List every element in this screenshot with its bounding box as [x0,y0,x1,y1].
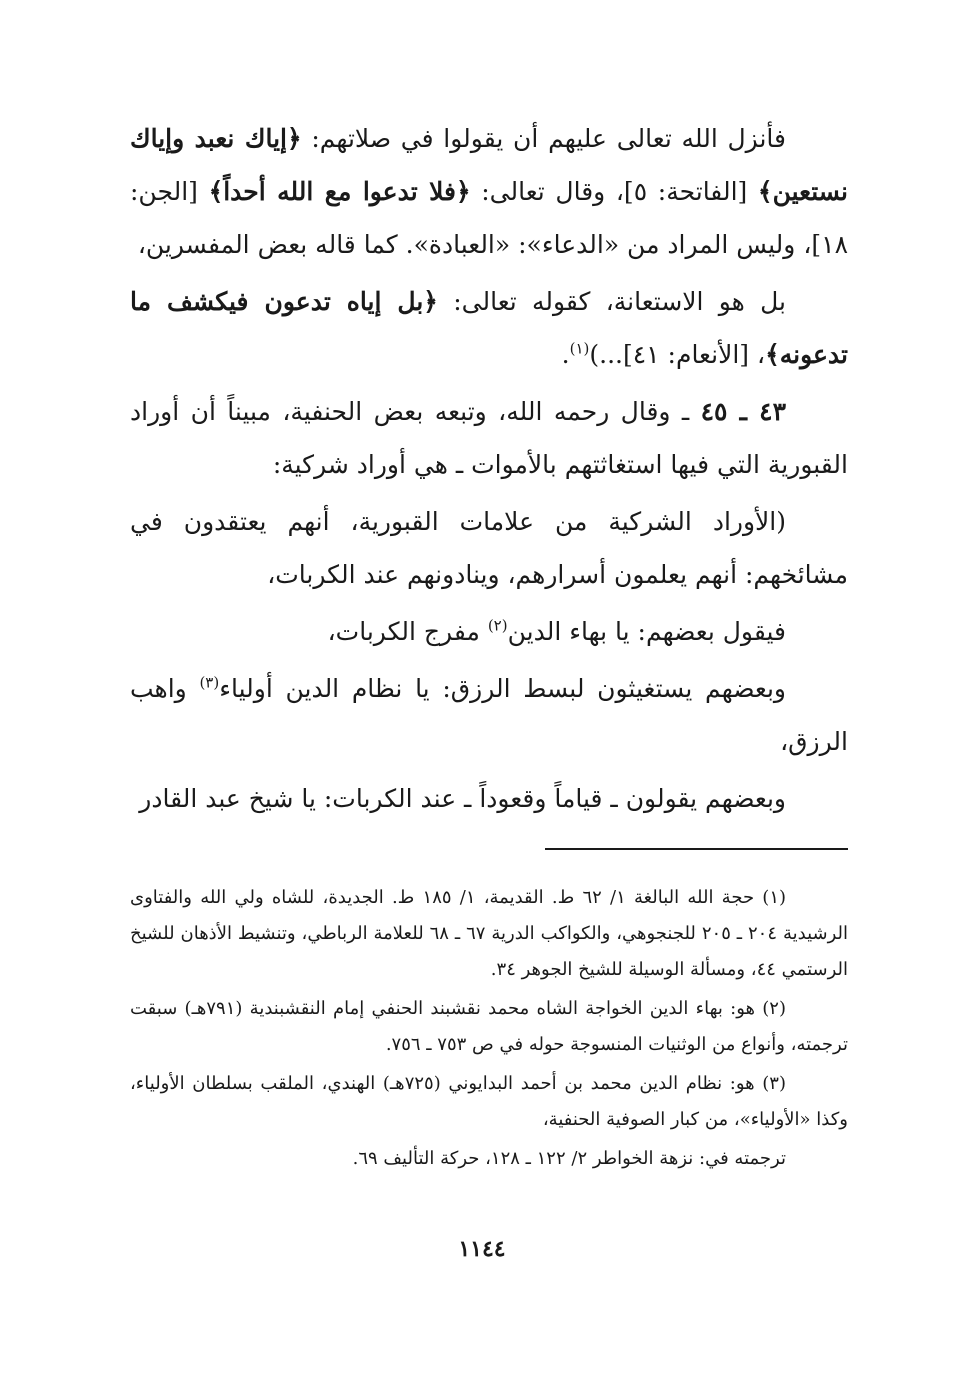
text-run: [الفاتحة: ٥]، وقال تعالى: [470,177,758,206]
text-run: وبعضهم يستغيثون لبسط الرزق: يا نظام الدين أولياء [219,674,786,703]
footnote-3: (٣) هو: نظام الدين محمد بن أحمد البدايوني (٧٢٥هـ) الهندي، الملقب بسلطان الأولياء، وكذا «الأولياء»، من كبار الصوفية الحنفية، [130,1073,848,1130]
text-run: . [561,340,570,369]
main-text [130,112,848,825]
footnote-ref-1[interactable]: (١) [569,339,590,358]
paragraph-7: وبعضهم يقولون ـ قياماً وقعوداً ـ عند الكربات: يا شيخ عبد القادر [139,784,786,813]
footnotes [130,880,848,1177]
footnote-separator [545,848,848,850]
text-run: [الجن: ١٨]، وليس المراد من «الدعاء»: «العبادة». كما قاله بعض المفسرين، [130,177,848,259]
text-run: ، [الأنعام: ٤١]...) [589,340,766,369]
paragraph-5 [130,605,848,658]
paragraph-3 [130,385,848,491]
page-number: ١١٤٤ [458,1236,506,1262]
paragraph-1 [130,112,848,271]
quran-quote: ﴿إياك نعبد وإياك نستعين﴾ [130,124,849,206]
text-run: بل هو الاستعانة، كقوله تعالى: [437,287,786,316]
text-run: مفرج الكربات، [327,617,488,646]
section-number: ٤٣ ـ ٤٥ [700,397,786,426]
footnote-2: (٢) هو: بهاء الدين الخواجة الشاه محمد نقشبند الحنفي إمام النقشبندية (٧٩١هـ) سبقت ترجمته، وأنواع من الوثنيات المنسوجة حوله في ص ٧٥٣ ـ ٧٥٦. [130,998,848,1055]
quran-quote: ﴿فلا تدعوا مع الله أحداً﴾ [208,177,471,206]
text-run: ـ وقال رحمه الله، وتبعه بعض الحنفية، مبيناً أن أوراد القبورية التي فيها استغاثتهم بالأموات ـ هي أوراد شركية: [130,397,848,479]
paragraph-6 [130,662,848,768]
footnote-ref-2[interactable]: (٢) [487,616,508,635]
text-run: فيقول بعضهم: يا بهاء الدين [507,617,786,646]
text-run: فأنزل الله تعالى عليهم أن يقولوا في صلاتهم: [301,124,786,153]
footnote-ref-3[interactable]: (٣) [199,673,220,692]
paragraph-4: (الأوراد الشركية من علامات القبورية، أنهم يعتقدون في مشائخهم: أنهم يعلمون أسرارهم، وينادونهم عند الكربات، [130,507,848,589]
quran-quote: ﴿بل إياه تدعون فيكشف ما تدعونه﴾ [130,287,848,369]
text-run: واهب الرزق، [130,674,848,756]
footnote-1: (١) حجة الله البالغة ١/ ٦٢ ط. القديمة، ١/ ١٨٥ ط. الجديدة، للشاه ولي الله والفتاوى الرشيدية ٢٠٤ ـ ٢٠٥ للجنجوهي، والكواكب الدرية ٦٧ ـ ٦٨ للعلامة الرباطي، وتنشيط الأذهان للشيخ الرستمي ٤٤، ومسألة الوسيلة للشيخ الجوهر ٣٤. [130,887,849,980]
footnote-3-continuation: ترجمته في: نزهة الخواطر ٢/ ١٢٢ ـ ١٢٨، حركة التأليف ٦٩. [352,1148,786,1169]
paragraph-2 [130,275,848,381]
